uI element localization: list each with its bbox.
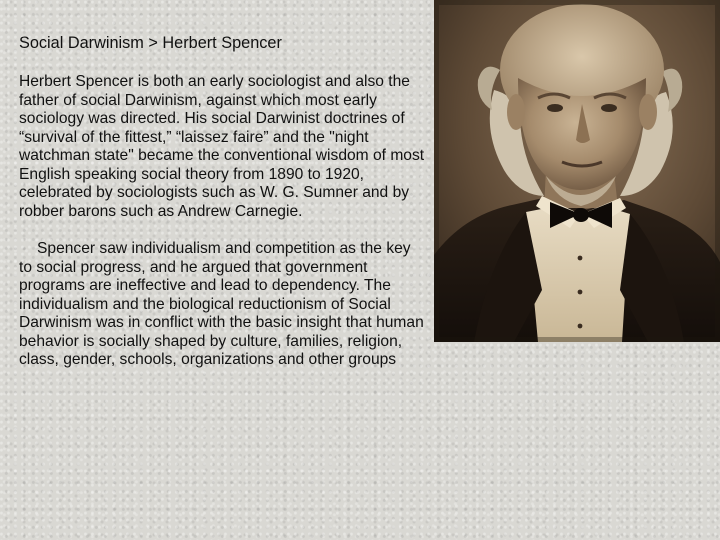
slide-text-block bbox=[19, 33, 427, 370]
paragraph-spencer-intro: Herbert Spencer is both an early sociologist and also the father of social Darwinism, against which most early sociology was directed. His social Darwinist doctrines of “survival of the fittest,” “laissez faire” and the "night watchman state" became the conventional wisdom of most English speaking social theory from 1890 to 1920, celebrated by sociologists such as W. G. Sumner and by robber barons such as Andrew Carnegie. bbox=[19, 73, 425, 220]
portrait-photo bbox=[434, 0, 720, 342]
slide-title: Social Darwinism > Herbert Spencer bbox=[19, 34, 282, 52]
paragraph-individualism: Spencer saw individualism and competition as the key to social progress, and he argued that government programs are ineffective and lead to dependency. The individualism and the biological reductionism of Social Darwinism was in conflict with the basic insight that human behavior is socially shaped by culture, families, religion, class, gender, schools, organizations and other groups bbox=[19, 240, 424, 368]
